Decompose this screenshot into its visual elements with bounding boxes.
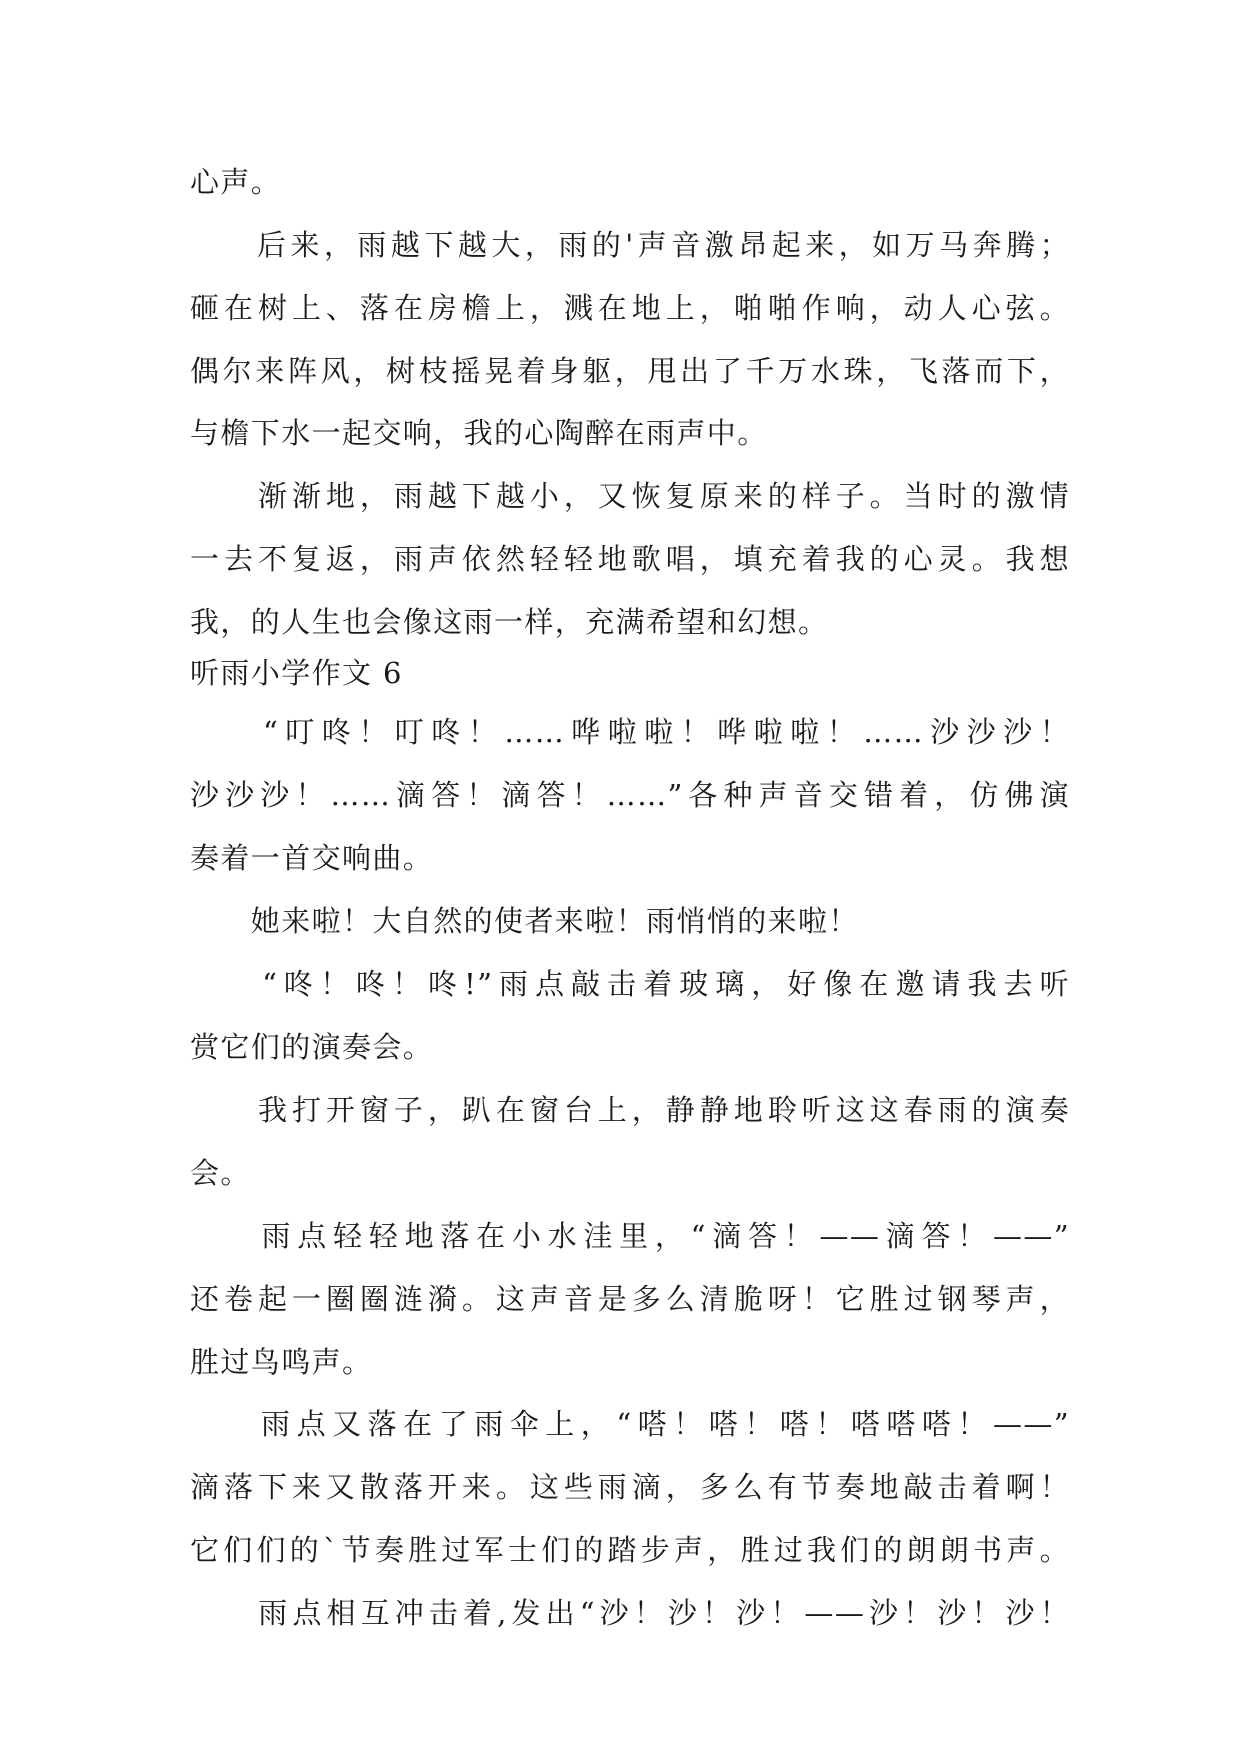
paragraph-line: 我打开窗子，趴在窗台上，静静地聆听这这春雨的演奏 [190, 1093, 1070, 1127]
paragraph-line: 沙沙沙！……滴答！滴答！……”各种声音交错着，仿佛演 [190, 778, 1070, 812]
paragraph-line: 我，的人生也会像这雨一样，充满希望和幻想。 [190, 605, 829, 639]
section-heading: 听雨小学作文 6 [190, 656, 403, 690]
paragraph-line: 它们们的`节奏胜过军士们的踏步声，胜过我们的朗朗书声。 [190, 1533, 1070, 1567]
paragraph-line: 一去不复返，雨声依然轻轻地歌唱，填充着我的心灵。我想 [190, 542, 1070, 576]
paragraph-line: 滴落下来又散落开来。这些雨滴，多么有节奏地敲击着啊！ [190, 1470, 1070, 1504]
paragraph-line: 偶尔来阵风，树枝摇晃着身躯，甩出了千万水珠，飞落而下， [190, 354, 1070, 388]
text-line: 心声。 [190, 165, 282, 199]
paragraph-line: 会。 [190, 1156, 251, 1190]
paragraph-line: 与檐下水一起交响，我的心陶醉在雨声中。 [190, 416, 768, 450]
paragraph-line: 后来，雨越下越大，雨的'声音激昂起来，如万马奔腾； [190, 228, 1070, 262]
paragraph-line: 雨点轻轻地落在小水洼里，“滴答！——滴答！——” [190, 1219, 1070, 1253]
paragraph-line: 她来啦！大自然的使者来啦！雨悄悄的来啦！ [190, 904, 859, 938]
paragraph-line: 雨点相互冲击着,发出“沙！沙！沙！——沙！沙！沙！ [190, 1596, 1070, 1630]
paragraph-line: 砸在树上、落在房檐上，溅在地上，啪啪作响，动人心弦。 [190, 291, 1070, 325]
paragraph-line: “咚！咚！咚!”雨点敲击着玻璃，好像在邀请我去听 [190, 967, 1070, 1001]
paragraph-line: 奏着一首交响曲。 [190, 841, 434, 875]
paragraph-line: 赏它们的演奏会。 [190, 1030, 434, 1064]
paragraph-line: 渐渐地，雨越下越小，又恢复原来的样子。当时的激情 [190, 479, 1070, 513]
paragraph-line: 还卷起一圈圈涟漪。这声音是多么清脆呀！它胜过钢琴声， [190, 1282, 1070, 1316]
paragraph-line: 雨点又落在了雨伞上，“嗒！嗒！嗒！嗒嗒嗒！——” [190, 1407, 1070, 1441]
paragraph-line: 胜过鸟鸣声。 [190, 1345, 373, 1379]
paragraph-line: “叮咚！叮咚！……哗啦啦！哗啦啦！……沙沙沙！ [190, 715, 1070, 749]
